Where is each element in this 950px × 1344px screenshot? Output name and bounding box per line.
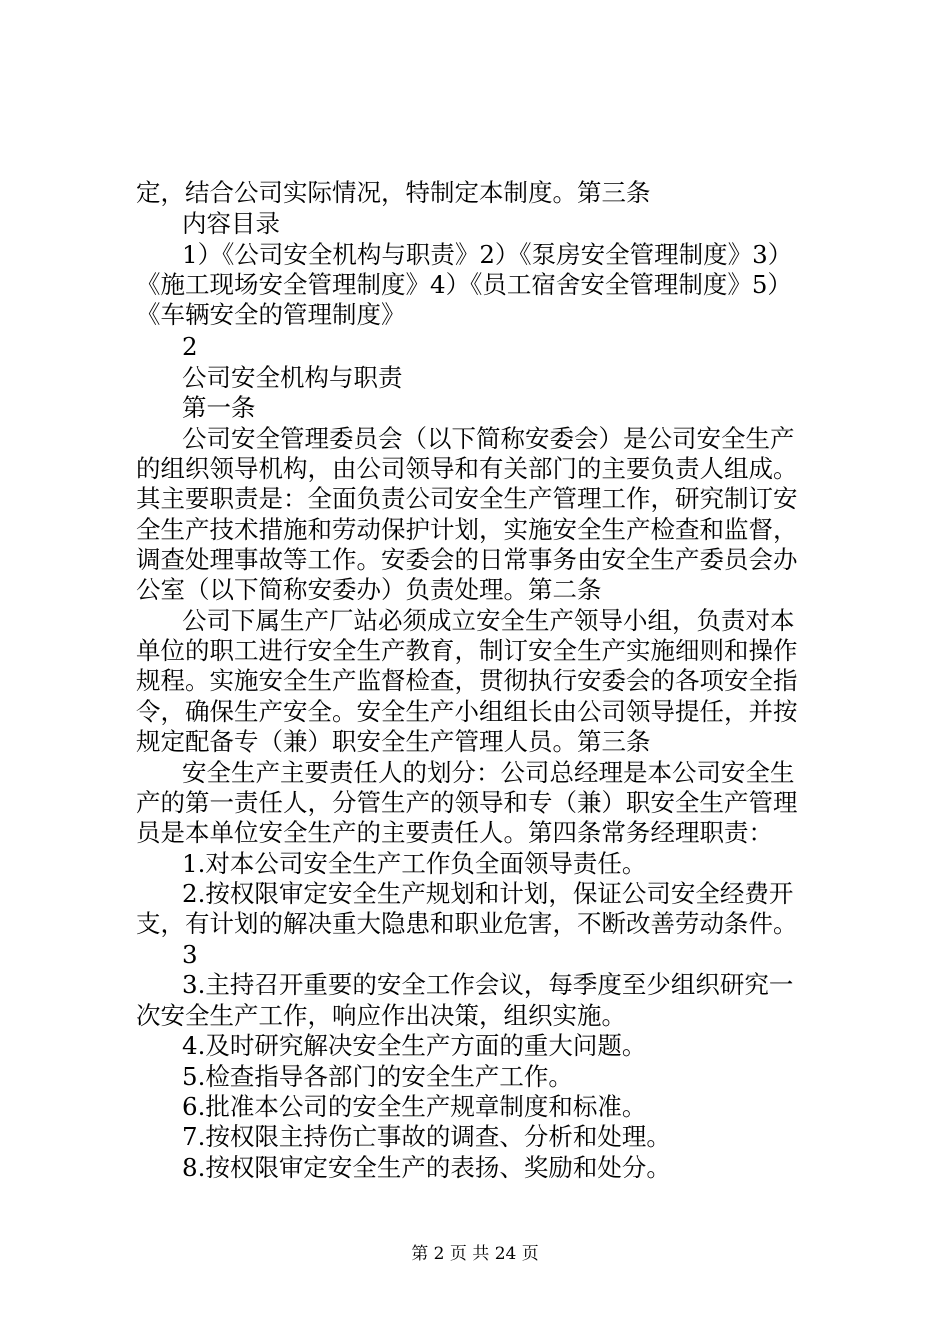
list-item: 1.对本公司安全生产工作负全面领导责任。: [182, 849, 647, 878]
page-marker: 2: [182, 332, 198, 361]
text-line: 《施工现场安全管理制度》4）《员工宿舍安全管理制度》5）: [136, 270, 792, 299]
text-line: 全生产技术措施和劳动保护计划，实施安全生产检查和监督，: [136, 515, 798, 544]
list-item: 7.按权限主持伤亡事故的调查、分析和处理。: [182, 1122, 671, 1151]
text-line: 令，确保生产安全。安全生产小组组长由公司领导提任，并按: [136, 697, 798, 726]
text-line: 单位的职工进行安全生产教育，制订安全生产实施细则和操作: [136, 636, 798, 665]
section-heading: 内容目录: [182, 209, 280, 238]
text-line: 次安全生产工作，响应作出决策，组织实施。: [136, 1001, 626, 1030]
text-line: 安全生产主要责任人的划分：公司总经理是本公司安全生: [182, 758, 795, 787]
text-line: 公司下属生产厂站必须成立安全生产领导小组，负责对本: [182, 606, 795, 635]
text-line: 其主要职责是：全面负责公司安全生产管理工作，研究制订安: [136, 484, 798, 513]
list-item: 4.及时研究解决安全生产方面的重大问题。: [182, 1031, 647, 1060]
text-line: 定，结合公司实际情况，特制定本制度。第三条: [136, 178, 651, 207]
list-item: 5.检查指导各部门的安全生产工作。: [182, 1062, 573, 1091]
section-heading: 公司安全机构与职责: [182, 363, 403, 392]
text-line: 公室（以下简称安委办）负责处理。第二条: [136, 575, 602, 604]
page-footer: 第 2 页 共 24 页: [411, 1244, 539, 1264]
list-item: 3.主持召开重要的安全工作会议，每季度至少组织研究一: [182, 970, 794, 999]
text-line: 公司安全管理委员会（以下简称安委会）是公司安全生产: [182, 424, 795, 453]
text-line: 员是本单位安全生产的主要责任人。第四条常务经理职责：: [136, 818, 773, 847]
text-line: 调查处理事故等工作。安委会的日常事务由安全生产委员会办: [136, 545, 798, 574]
text-line: 支，有计划的解决重大隐患和职业危害，不断改善劳动条件。: [136, 909, 798, 938]
page-marker: 3: [182, 940, 198, 969]
list-item: 6.批准本公司的安全生产规章制度和标准。: [182, 1092, 647, 1121]
text-line: 规程。实施安全生产监督检查，贯彻执行安委会的各项安全指: [136, 666, 798, 695]
article-heading: 第一条: [182, 393, 256, 422]
text-line: 规定配备专（兼）职安全生产管理人员。第三条: [136, 727, 651, 756]
text-line: 产的第一责任人，分管生产的领导和专（兼）职安全生产管理: [136, 788, 798, 817]
text-line: 1）《公司安全机构与职责》2）《泵房安全管理制度》3）: [182, 240, 793, 269]
list-item: 2.按权限审定安全生产规划和计划，保证公司安全经费开: [182, 879, 794, 908]
text-line: 《车辆安全的管理制度》: [136, 300, 406, 329]
list-item: 8.按权限审定安全生产的表扬、奖励和处分。: [182, 1153, 671, 1182]
text-line: 的组织领导机构，由公司领导和有关部门的主要负责人组成。: [136, 454, 798, 483]
